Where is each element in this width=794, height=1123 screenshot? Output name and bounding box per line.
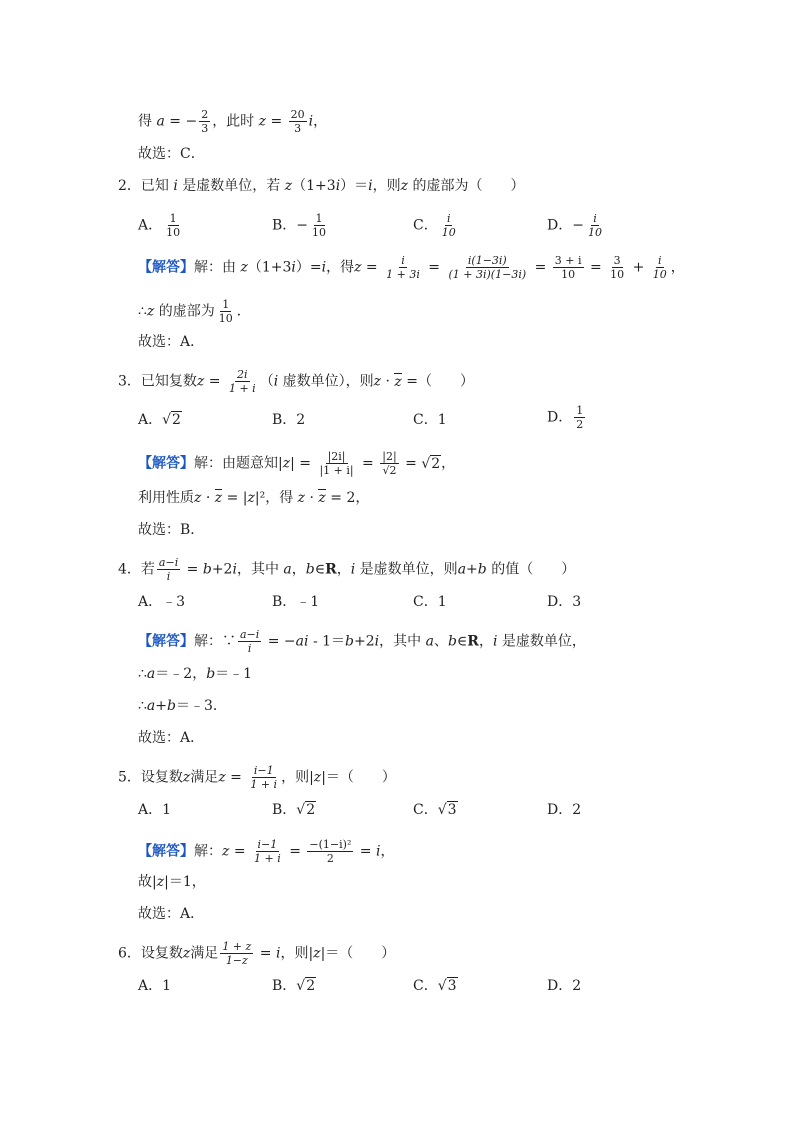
denominator: 10 <box>561 268 576 281</box>
text: + <box>628 259 649 276</box>
denominator: 10 <box>312 226 327 239</box>
var: a <box>457 561 467 578</box>
numerator: 1 <box>169 212 177 225</box>
text: |＝（ ） <box>320 945 396 962</box>
text: 、 <box>433 633 448 650</box>
text: |²，得 <box>254 490 298 506</box>
var: i <box>273 373 279 390</box>
q2-answer: 故选：A． <box>138 334 205 350</box>
text: ＝﹣2， <box>155 666 207 682</box>
text: |＝1， <box>164 874 206 890</box>
var: z <box>182 769 191 786</box>
prev-answer: 故选：C． <box>138 146 205 162</box>
text: ， <box>670 259 685 276</box>
text: ， <box>380 843 395 860</box>
fraction <box>608 254 626 281</box>
sqrt: √2 <box>162 412 181 428</box>
var: a <box>283 561 292 578</box>
denominator: 10 <box>652 268 667 281</box>
q5-option-d <box>547 800 581 820</box>
text: ， <box>441 455 456 472</box>
var: z <box>313 769 322 786</box>
var: b <box>305 561 315 578</box>
numerator: 1 <box>315 212 323 225</box>
option-letter: B． <box>272 217 297 234</box>
var: a <box>146 666 156 682</box>
text: （1+3 <box>247 259 292 276</box>
text: 的虚部为（ ） <box>408 178 525 194</box>
q6-option-b <box>272 976 316 996</box>
radicand: 2 <box>431 455 441 472</box>
fraction <box>157 556 180 583</box>
q6-option-a <box>138 976 171 996</box>
text: 故| <box>138 874 157 890</box>
text: 的值（ ） <box>486 561 576 578</box>
option-value: 1 <box>162 978 172 994</box>
numerator: i(1−3i) <box>467 254 507 267</box>
q3-solution-line-1 <box>138 450 455 477</box>
var: i <box>232 561 237 578</box>
text: = <box>355 843 376 860</box>
text: ，此时 <box>212 113 259 130</box>
option-letter: A． <box>138 802 163 818</box>
reals-symbol: R <box>325 561 337 578</box>
fraction <box>384 254 422 281</box>
var: b <box>167 698 176 714</box>
numerator: 1 + z <box>222 940 252 953</box>
text: 5．设复数 <box>118 769 183 786</box>
var: i <box>291 259 296 276</box>
var: z <box>400 178 409 194</box>
numerator: 2 <box>201 108 209 121</box>
q4-option-d <box>547 592 581 612</box>
text: ，则 <box>372 178 401 194</box>
text: +2 <box>211 561 233 578</box>
denominator: (1 + 3i)(1−3i) <box>448 268 527 281</box>
text: · <box>201 490 215 506</box>
var: b <box>345 633 355 650</box>
text: · <box>305 490 319 506</box>
radicand: 3 <box>447 802 457 818</box>
var-a: a <box>156 113 165 130</box>
text: 解：由题意知| <box>194 455 283 472</box>
option-letter: D． <box>547 802 573 818</box>
var: z <box>354 259 362 276</box>
option-letter: A． <box>138 217 163 234</box>
text: +2 <box>354 633 375 650</box>
q3-option-c <box>413 410 447 430</box>
var: a <box>425 633 434 650</box>
text: （1+3 <box>292 178 336 194</box>
q4-solution-line-1 <box>138 628 586 655</box>
fraction <box>440 212 458 239</box>
text: = <box>400 455 422 472</box>
text: 是虚数单位，若 <box>177 178 285 194</box>
fraction <box>227 368 258 395</box>
option-letter: C． <box>413 217 438 234</box>
text: | = <box>290 455 316 472</box>
denominator: 10 <box>441 226 456 239</box>
text: = <box>361 259 383 276</box>
option-letter: D． <box>547 409 573 426</box>
option-value: 3 <box>572 594 582 610</box>
fraction <box>289 108 307 135</box>
fraction <box>164 212 182 239</box>
denominator: i <box>166 570 171 583</box>
text: = <box>357 455 379 472</box>
sqrt: √2 <box>421 455 441 472</box>
q5-answer: 故选：A． <box>138 906 205 922</box>
text: ， <box>313 113 328 130</box>
denominator: 1 + i <box>254 852 281 865</box>
fraction <box>651 254 669 281</box>
numerator: i <box>401 254 405 267</box>
option-letter: B． <box>272 978 297 994</box>
var: i <box>350 561 356 578</box>
numerator: i−1 <box>253 764 274 777</box>
var: z <box>284 178 293 194</box>
text: · <box>381 373 395 390</box>
question-4-stem <box>118 556 575 583</box>
option-letter: C． <box>413 412 438 428</box>
numerator: 3 + i <box>554 254 582 267</box>
option-value: ﹣1 <box>296 594 320 610</box>
fraction <box>447 254 529 281</box>
option-value: ﹣3 <box>162 594 186 610</box>
question-3-stem <box>118 368 474 395</box>
text: 是虚数单位， <box>497 633 586 650</box>
numerator: |2| <box>382 450 397 463</box>
var: z <box>218 769 226 786</box>
numerator: 3 <box>613 254 621 267</box>
text: ∴ <box>138 303 147 320</box>
text: 解：由 <box>194 259 241 276</box>
denominator: 10 <box>587 226 602 239</box>
fraction <box>317 450 355 477</box>
text: =（ ） <box>401 373 474 390</box>
q5-solution-line-1 <box>138 838 394 865</box>
text: 解： <box>194 843 222 860</box>
solution-tag: 【解答】 <box>138 455 194 472</box>
text: 满足 <box>190 769 219 786</box>
var: b <box>206 666 216 682</box>
option-value: 1 <box>437 594 447 610</box>
var: z <box>297 490 306 506</box>
fraction <box>553 254 584 281</box>
numerator: 1 <box>576 404 584 417</box>
fraction <box>248 764 279 791</box>
q3-answer: 故选：B． <box>138 522 205 538</box>
var: z <box>313 945 321 962</box>
fraction <box>310 212 328 239</box>
sqrt: √2 <box>296 802 316 818</box>
q4-option-c <box>413 592 447 612</box>
option-letter: A． <box>138 594 163 610</box>
var: i <box>368 178 373 194</box>
q2-option-d <box>547 212 606 239</box>
text: 是虚数单位，则 <box>355 561 458 578</box>
denominator: 10 <box>610 268 625 281</box>
text: 解：∵ <box>194 633 236 650</box>
solution-tag: 【解答】 <box>138 633 194 650</box>
q4-option-b <box>272 592 319 612</box>
option-letter: A． <box>138 978 163 994</box>
radicand: 3 <box>447 978 457 994</box>
text: ）= <box>295 259 322 276</box>
q2-solution-line-1 <box>138 254 685 281</box>
text: 3．已知复数 <box>118 373 197 390</box>
text: - 1＝ <box>308 633 346 650</box>
var: i <box>335 178 341 194</box>
question-6-stem <box>118 940 395 967</box>
denominator: 3 <box>294 122 302 135</box>
numerator: 1 <box>222 298 230 311</box>
radicand: 2 <box>306 802 316 818</box>
denominator: 2 <box>576 418 584 431</box>
var-i: i <box>308 113 314 130</box>
var: b <box>202 561 212 578</box>
fraction <box>220 940 253 967</box>
var: i <box>173 178 178 194</box>
var: b <box>447 633 457 650</box>
fraction <box>586 212 604 239</box>
text: ，其中 <box>379 633 426 650</box>
q2-option-c <box>413 212 460 239</box>
option-value: 1 <box>437 412 447 428</box>
denominator: |1 + i| <box>319 464 354 477</box>
q3-solution-line-2 <box>138 488 369 508</box>
fraction <box>307 838 353 865</box>
option-letter: D． <box>547 594 573 610</box>
text: ，其中 <box>236 561 284 578</box>
text: 的虚部为 <box>154 303 215 320</box>
denominator: √2 <box>382 464 397 477</box>
denominator: 1 + i <box>228 382 256 395</box>
reals-symbol: R <box>467 633 479 650</box>
prev-solution-line <box>138 108 327 135</box>
var: z <box>222 843 230 860</box>
text: ， <box>478 633 493 650</box>
question-2-stem <box>118 176 525 196</box>
text: ∈ <box>456 633 468 650</box>
var: z <box>146 303 155 320</box>
numerator: a−i <box>158 556 179 569</box>
q5-option-c <box>413 800 458 820</box>
text: ，则| <box>281 769 314 786</box>
sqrt: √2 <box>296 978 316 994</box>
var: i <box>376 843 381 860</box>
var-conjugate: z <box>394 373 402 390</box>
option-letter: D． <box>547 217 573 234</box>
text: = <box>229 843 251 860</box>
numerator: |2i| <box>327 450 346 463</box>
numerator: a−i <box>240 628 260 641</box>
text: 6．设复数 <box>118 945 183 962</box>
var: z <box>156 874 165 890</box>
q2-option-a <box>138 212 184 239</box>
sqrt: √3 <box>437 802 457 818</box>
var: i <box>275 945 281 962</box>
q4-solution-line-3 <box>138 696 227 716</box>
var: z <box>182 945 191 962</box>
text: = <box>284 843 306 860</box>
q5-solution-line-2 <box>138 872 206 892</box>
q3-option-a <box>138 410 182 430</box>
text: ∴ <box>138 698 147 714</box>
numerator: i <box>446 212 451 225</box>
text: = <box>225 769 247 786</box>
q2-solution-line-2 <box>138 298 251 325</box>
radicand: 2 <box>306 978 316 994</box>
q5-option-b <box>272 800 316 820</box>
text: 利用性质 <box>138 490 194 506</box>
text: ＝﹣1 <box>215 666 253 682</box>
text: + <box>466 561 478 578</box>
option-letter: C． <box>413 978 438 994</box>
text: = <box>182 561 203 578</box>
solution-tag: 【解答】 <box>138 259 194 276</box>
denominator: 3 <box>201 122 209 135</box>
text: = − <box>164 113 198 130</box>
text: = <box>423 259 445 276</box>
denominator: 10 <box>166 226 181 239</box>
fraction <box>574 404 585 431</box>
fraction <box>217 298 235 325</box>
var: i <box>321 259 327 276</box>
var-conjugate: z <box>214 490 223 506</box>
fraction <box>380 450 398 477</box>
fraction <box>238 628 261 655</box>
var-conjugate: z <box>318 490 326 506</box>
text: 满足 <box>190 945 219 962</box>
option-value: 2 <box>572 978 582 994</box>
text: + <box>155 698 168 714</box>
option-value: 1 <box>162 802 172 818</box>
denominator: i <box>247 642 252 655</box>
q5-option-a <box>138 800 171 820</box>
text: |＝（ ） <box>321 769 396 786</box>
q6-option-d <box>547 976 581 996</box>
var: i <box>492 633 498 650</box>
text: ∴ <box>138 666 147 682</box>
denominator: 1−z <box>225 954 248 967</box>
denominator: 2 <box>326 852 334 865</box>
q6-option-c <box>413 976 458 996</box>
text: 得 <box>138 113 157 130</box>
denominator: 1 + i <box>250 778 278 791</box>
option-letter: B． <box>272 412 297 428</box>
text: = <box>266 113 287 130</box>
text: ＝﹣3． <box>175 698 227 714</box>
text: 4．若 <box>118 561 155 578</box>
option-letter: B． <box>272 594 297 610</box>
option-letter: B． <box>272 802 297 818</box>
radicand: 2 <box>172 412 181 428</box>
q4-option-a <box>138 592 185 612</box>
var: z <box>282 455 291 472</box>
text: 虚数单位），则 <box>278 373 374 390</box>
option-letter: D． <box>547 978 573 994</box>
text: （ <box>259 373 274 390</box>
var: z <box>196 373 205 390</box>
var: z <box>240 259 248 276</box>
text: ，则| <box>280 945 314 962</box>
radicand: 2 <box>389 464 397 477</box>
numerator: 20 <box>290 108 305 121</box>
q3-option-d <box>547 404 587 431</box>
var: ai <box>295 633 309 650</box>
q2-option-b <box>272 212 330 239</box>
q4-answer: 故选：A． <box>138 730 205 746</box>
sign: − <box>572 217 584 234</box>
sqrt: √3 <box>437 978 457 994</box>
text: = <box>530 259 551 276</box>
text: 2．已知 <box>118 178 174 194</box>
text: ． <box>236 303 251 320</box>
option-letter: C． <box>413 802 438 818</box>
option-value: 2 <box>572 802 582 818</box>
numerator: i <box>658 254 662 267</box>
text: = <box>204 373 225 390</box>
fraction <box>199 108 210 135</box>
sign: − <box>296 217 309 234</box>
text: = <box>585 259 607 276</box>
text: ∈ <box>314 561 326 578</box>
question-5-stem <box>118 764 396 791</box>
numerator: i−1 <box>257 838 278 851</box>
denominator: 1 + 3i <box>386 268 420 281</box>
text: = − <box>263 633 296 650</box>
denominator: 10 <box>218 312 233 325</box>
text: = <box>255 945 276 962</box>
numerator: i <box>593 212 597 225</box>
text: = 2， <box>325 490 370 506</box>
q4-solution-line-2 <box>138 664 252 684</box>
var: z <box>373 373 382 390</box>
var-z: z <box>258 113 267 130</box>
var: i <box>374 633 380 650</box>
text: ）＝ <box>340 178 369 194</box>
var: b <box>477 561 487 578</box>
fraction <box>252 838 283 865</box>
var: z <box>194 490 202 506</box>
text: ，得 <box>326 259 355 276</box>
q3-option-b <box>272 410 305 430</box>
text: ， <box>336 561 351 578</box>
numerator: 2i <box>237 368 248 381</box>
var: a <box>146 698 156 714</box>
solution-tag: 【解答】 <box>138 843 194 860</box>
option-value: 2 <box>296 412 306 428</box>
text: = | <box>222 490 248 506</box>
text: ， <box>291 561 306 578</box>
numerator: −(1−i)² <box>309 838 352 851</box>
option-letter: C． <box>413 594 438 610</box>
option-letter: A． <box>138 412 163 428</box>
var: z <box>247 490 255 506</box>
